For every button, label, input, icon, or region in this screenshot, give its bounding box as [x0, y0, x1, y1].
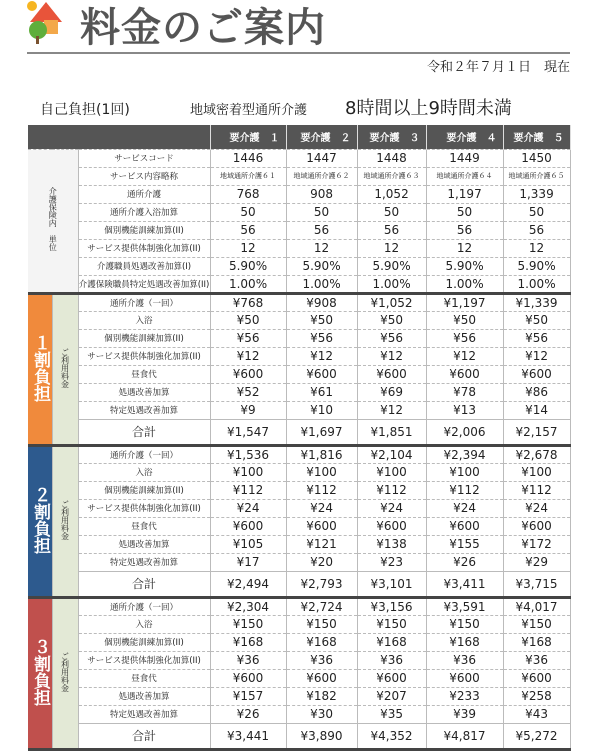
value-cell: 12	[426, 239, 503, 257]
value-cell: ¥23	[357, 553, 426, 571]
value-cell: 1,052	[357, 185, 426, 203]
value-cell: ¥56	[426, 329, 503, 347]
value-cell: ¥100	[357, 463, 426, 481]
row-label: サービス提供体制強化加算(II)	[78, 499, 210, 517]
table-row	[28, 669, 570, 687]
value-cell: ¥3,156	[357, 597, 426, 615]
value-cell: ¥1,816	[286, 445, 357, 463]
value-cell: ¥13	[426, 401, 503, 419]
value-cell: ¥26	[210, 705, 286, 723]
table-row	[28, 705, 570, 723]
table-row	[28, 167, 570, 185]
value-cell: 56	[286, 221, 357, 239]
table-row	[28, 687, 570, 705]
total-cell: ¥4,352	[357, 723, 426, 749]
total-cell: ¥3,101	[357, 571, 426, 597]
value-cell: ¥36	[426, 651, 503, 669]
value-cell: 50	[210, 203, 286, 221]
total-cell: ¥2,494	[210, 571, 286, 597]
value-cell: ¥36	[210, 651, 286, 669]
value-cell: ¥50	[357, 311, 426, 329]
value-cell: 1.00%	[286, 275, 357, 293]
value-cell: 5.90%	[503, 257, 570, 275]
value-cell: ¥86	[503, 383, 570, 401]
header-blank	[28, 125, 210, 149]
value-cell: ¥61	[286, 383, 357, 401]
value-cell: 1.00%	[210, 275, 286, 293]
value-cell: ¥78	[426, 383, 503, 401]
column-header: 要介護 ５	[503, 125, 570, 149]
value-cell: ¥172	[503, 535, 570, 553]
table-row	[28, 481, 570, 499]
burden-ratio-text: ２割負担	[30, 485, 50, 554]
row-label: 通所介護	[78, 185, 210, 203]
column-header: 要介護 ３	[357, 125, 426, 149]
value-cell: ¥43	[503, 705, 570, 723]
value-cell: ¥138	[357, 535, 426, 553]
table-row	[28, 293, 570, 311]
fee-label	[52, 293, 78, 445]
value-cell: ¥600	[503, 365, 570, 383]
row-label: 通所介護（一回）	[78, 597, 210, 615]
value-cell: ¥155	[426, 535, 503, 553]
row-label: 介護職員処遇改善加算(I)	[78, 257, 210, 275]
value-cell: ¥100	[286, 463, 357, 481]
value-cell: 5.90%	[357, 257, 426, 275]
row-label: 昼食代	[78, 517, 210, 535]
value-cell: ¥2,394	[426, 445, 503, 463]
value-cell: ¥56	[503, 329, 570, 347]
value-cell: 5.90%	[286, 257, 357, 275]
value-cell: 地域通所介護６１	[210, 167, 286, 185]
value-cell: ¥150	[286, 615, 357, 633]
burden-ratio-text: １割負担	[30, 333, 50, 402]
value-cell: ¥39	[426, 705, 503, 723]
row-label: 個別機能訓練加算(II)	[78, 221, 210, 239]
row-label: 処遇改善加算	[78, 687, 210, 705]
value-cell: ¥908	[286, 293, 357, 311]
table-row	[28, 499, 570, 517]
self-pay-label: 自己負担(1回)	[40, 102, 130, 118]
value-cell: ¥157	[210, 687, 286, 705]
value-cell: ¥12	[357, 401, 426, 419]
value-cell: ¥100	[210, 463, 286, 481]
value-cell: ¥17	[210, 553, 286, 571]
value-cell: ¥2,678	[503, 445, 570, 463]
value-cell: ¥768	[210, 293, 286, 311]
value-cell: ¥36	[286, 651, 357, 669]
value-cell: ¥12	[286, 347, 357, 365]
value-cell: 50	[357, 203, 426, 221]
value-cell: ¥600	[426, 517, 503, 535]
total-cell: ¥3,715	[503, 571, 570, 597]
value-cell: ¥29	[503, 553, 570, 571]
value-cell: 1448	[357, 149, 426, 167]
value-cell: ¥600	[357, 365, 426, 383]
value-cell: ¥121	[286, 535, 357, 553]
value-cell: ¥26	[426, 553, 503, 571]
total-row	[28, 419, 570, 445]
value-cell: ¥150	[210, 615, 286, 633]
value-cell: ¥233	[426, 687, 503, 705]
table-row	[28, 257, 570, 275]
value-cell: ¥182	[286, 687, 357, 705]
value-cell: ¥10	[286, 401, 357, 419]
column-header: 要介護 ２	[286, 125, 357, 149]
row-label: 特定処遇改善加算	[78, 705, 210, 723]
value-cell: ¥24	[426, 499, 503, 517]
burden-ratio-label	[28, 597, 52, 749]
value-cell: ¥600	[286, 669, 357, 687]
fee-table	[28, 125, 571, 751]
value-cell: 1447	[286, 149, 357, 167]
row-label: 処遇改善加算	[78, 535, 210, 553]
total-cell: ¥3,441	[210, 723, 286, 749]
value-cell: ¥36	[503, 651, 570, 669]
row-label: 個別機能訓練加算(II)	[78, 329, 210, 347]
value-cell: ¥30	[286, 705, 357, 723]
row-label: 介護保険職員特定処遇改善加算(II)	[78, 275, 210, 293]
house-logo-icon	[26, 0, 66, 50]
value-cell: 56	[426, 221, 503, 239]
value-cell: ¥258	[503, 687, 570, 705]
value-cell: 12	[503, 239, 570, 257]
value-cell: ¥100	[426, 463, 503, 481]
total-cell: ¥5,272	[503, 723, 570, 749]
table-row	[28, 633, 570, 651]
value-cell: ¥1,052	[357, 293, 426, 311]
value-cell: ¥207	[357, 687, 426, 705]
total-cell: ¥1,697	[286, 419, 357, 445]
table-row	[28, 347, 570, 365]
value-cell: 1450	[503, 149, 570, 167]
value-cell: 1.00%	[357, 275, 426, 293]
value-cell: ¥1,339	[503, 293, 570, 311]
table-row	[28, 221, 570, 239]
row-label: 特定処遇改善加算	[78, 401, 210, 419]
table-row	[28, 535, 570, 553]
value-cell: ¥1,536	[210, 445, 286, 463]
value-cell: ¥112	[210, 481, 286, 499]
row-label: 通所介護（一回）	[78, 293, 210, 311]
value-cell: ¥24	[286, 499, 357, 517]
row-label: サービス提供体制強化加算(II)	[78, 347, 210, 365]
value-cell: 5.90%	[210, 257, 286, 275]
row-label: 昼食代	[78, 669, 210, 687]
value-cell: ¥20	[286, 553, 357, 571]
total-cell: ¥4,817	[426, 723, 503, 749]
value-cell: 12	[210, 239, 286, 257]
page-title: 料金のご案内	[80, 5, 326, 51]
total-cell: ¥1,547	[210, 419, 286, 445]
value-cell: ¥50	[426, 311, 503, 329]
value-cell: 1449	[426, 149, 503, 167]
value-cell: ¥12	[210, 347, 286, 365]
service-type: 地域密着型通所介護	[190, 103, 308, 118]
table-row	[28, 445, 570, 463]
value-cell: ¥69	[357, 383, 426, 401]
table-row	[28, 463, 570, 481]
row-label: 個別機能訓練加算(II)	[78, 633, 210, 651]
value-cell: 1,339	[503, 185, 570, 203]
value-cell: 768	[210, 185, 286, 203]
total-label: 合計	[78, 571, 210, 597]
table-row	[28, 275, 570, 293]
value-cell: 1446	[210, 149, 286, 167]
row-label: サービスコード	[78, 149, 210, 167]
value-cell: ¥56	[357, 329, 426, 347]
value-cell: ¥600	[503, 517, 570, 535]
row-label: サービス内容略称	[78, 167, 210, 185]
value-cell: ¥600	[357, 669, 426, 687]
burden-ratio-label	[28, 293, 52, 445]
value-cell: 56	[503, 221, 570, 239]
value-cell: ¥168	[503, 633, 570, 651]
value-cell: ¥56	[286, 329, 357, 347]
value-cell: ¥150	[503, 615, 570, 633]
value-cell: ¥50	[503, 311, 570, 329]
row-label: 処遇改善加算	[78, 383, 210, 401]
total-label: 合計	[78, 723, 210, 749]
value-cell: ¥112	[503, 481, 570, 499]
units-section-text: 介護保険内 単位	[48, 187, 58, 251]
value-cell: ¥24	[357, 499, 426, 517]
value-cell: 1.00%	[426, 275, 503, 293]
value-cell: 12	[357, 239, 426, 257]
table-row	[28, 185, 570, 203]
value-cell: ¥168	[286, 633, 357, 651]
row-label: 入浴	[78, 311, 210, 329]
value-cell: ¥600	[426, 365, 503, 383]
value-cell: 50	[426, 203, 503, 221]
table-row	[28, 365, 570, 383]
duration: 8時間以上9時間未満	[345, 98, 512, 119]
value-cell: 908	[286, 185, 357, 203]
value-cell: ¥168	[426, 633, 503, 651]
value-cell: ¥600	[357, 517, 426, 535]
column-header: 要介護 １	[210, 125, 286, 149]
table-row	[28, 149, 570, 167]
total-cell: ¥1,851	[357, 419, 426, 445]
header-row	[28, 125, 570, 149]
row-label: 昼食代	[78, 365, 210, 383]
value-cell: ¥12	[426, 347, 503, 365]
value-cell: ¥600	[210, 669, 286, 687]
value-cell: ¥150	[426, 615, 503, 633]
value-cell: 1.00%	[503, 275, 570, 293]
value-cell: ¥9	[210, 401, 286, 419]
value-cell: ¥100	[503, 463, 570, 481]
fee-label-text: ご利用料金	[60, 347, 70, 388]
table-row	[28, 651, 570, 669]
value-cell: 50	[503, 203, 570, 221]
value-cell: 56	[210, 221, 286, 239]
table-row	[28, 615, 570, 633]
row-label: サービス提供体制強化加算(II)	[78, 239, 210, 257]
total-row	[28, 723, 570, 749]
value-cell: ¥600	[286, 365, 357, 383]
total-label: 合計	[78, 419, 210, 445]
effective-date: 令和２年７月１日 現在	[426, 60, 570, 75]
table-row	[28, 517, 570, 535]
burden-ratio-text: ３割負担	[30, 637, 50, 706]
value-cell: 5.90%	[426, 257, 503, 275]
fee-label-text: ご利用料金	[60, 499, 70, 540]
value-cell: ¥50	[286, 311, 357, 329]
table-row	[28, 203, 570, 221]
value-cell: ¥112	[357, 481, 426, 499]
value-cell: 地域通所介護６２	[286, 167, 357, 185]
total-cell: ¥2,157	[503, 419, 570, 445]
value-cell: ¥168	[357, 633, 426, 651]
row-label: 特定処遇改善加算	[78, 553, 210, 571]
value-cell: 地域通所介護６３	[357, 167, 426, 185]
value-cell: 12	[286, 239, 357, 257]
value-cell: 56	[357, 221, 426, 239]
value-cell: ¥600	[426, 669, 503, 687]
row-label: 個別機能訓練加算(II)	[78, 481, 210, 499]
table-row	[28, 311, 570, 329]
value-cell: 地域通所介護６４	[426, 167, 503, 185]
total-cell: ¥2,006	[426, 419, 503, 445]
row-label: 通所介護入浴加算	[78, 203, 210, 221]
value-cell: ¥12	[357, 347, 426, 365]
value-cell: ¥112	[286, 481, 357, 499]
value-cell: ¥24	[210, 499, 286, 517]
value-cell: ¥150	[357, 615, 426, 633]
row-label: 入浴	[78, 615, 210, 633]
column-header: 要介護 ４	[426, 125, 503, 149]
total-cell: ¥3,890	[286, 723, 357, 749]
value-cell: ¥12	[503, 347, 570, 365]
table-row	[28, 329, 570, 347]
row-label: 通所介護（一回）	[78, 445, 210, 463]
total-cell: ¥3,411	[426, 571, 503, 597]
value-cell: ¥105	[210, 535, 286, 553]
value-cell: ¥600	[210, 365, 286, 383]
value-cell: 50	[286, 203, 357, 221]
value-cell: ¥56	[210, 329, 286, 347]
value-cell: 1,197	[426, 185, 503, 203]
title-underline	[27, 52, 570, 54]
total-cell: ¥2,793	[286, 571, 357, 597]
value-cell: ¥600	[286, 517, 357, 535]
value-cell: ¥1,197	[426, 293, 503, 311]
value-cell: ¥600	[503, 669, 570, 687]
burden-ratio-label	[28, 445, 52, 597]
units-section-label	[28, 149, 78, 293]
fee-label-text: ご利用料金	[60, 651, 70, 692]
table-row	[28, 401, 570, 419]
fee-label	[52, 597, 78, 749]
value-cell: ¥112	[426, 481, 503, 499]
value-cell: ¥35	[357, 705, 426, 723]
fee-label	[52, 445, 78, 597]
total-row	[28, 571, 570, 597]
value-cell: ¥24	[503, 499, 570, 517]
value-cell: 地域通所介護６５	[503, 167, 570, 185]
value-cell: ¥168	[210, 633, 286, 651]
value-cell: ¥4,017	[503, 597, 570, 615]
value-cell: ¥52	[210, 383, 286, 401]
value-cell: ¥600	[210, 517, 286, 535]
value-cell: ¥3,591	[426, 597, 503, 615]
value-cell: ¥2,304	[210, 597, 286, 615]
value-cell: ¥2,724	[286, 597, 357, 615]
table-row	[28, 383, 570, 401]
row-label: サービス提供体制強化加算(II)	[78, 651, 210, 669]
row-label: 入浴	[78, 463, 210, 481]
value-cell: ¥36	[357, 651, 426, 669]
value-cell: ¥50	[210, 311, 286, 329]
table-row	[28, 597, 570, 615]
value-cell: ¥14	[503, 401, 570, 419]
table-row	[28, 239, 570, 257]
value-cell: ¥2,104	[357, 445, 426, 463]
table-row	[28, 553, 570, 571]
